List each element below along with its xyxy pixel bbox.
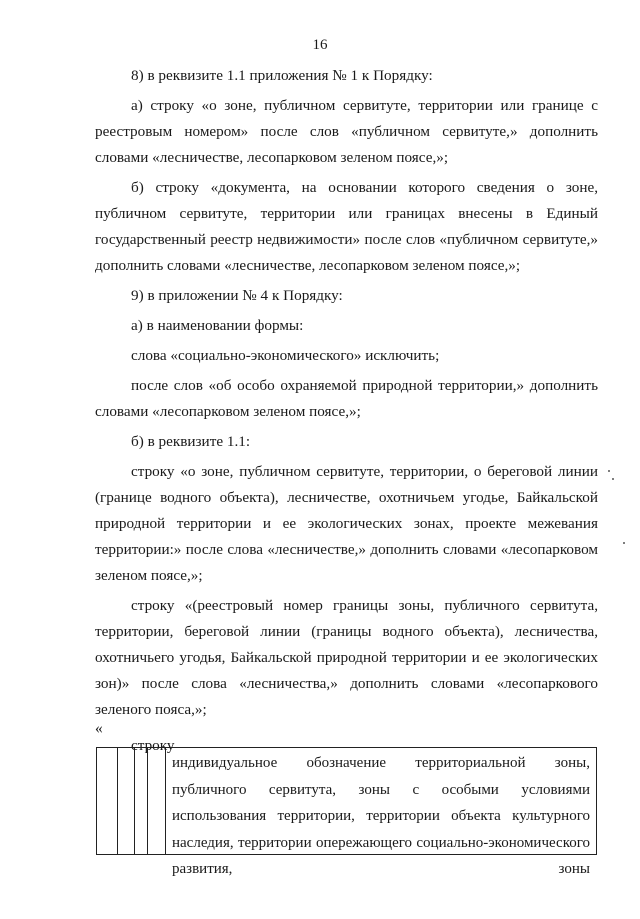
paragraph-after-words: после слов «об особо охраняемой природной территории,» дополнить словами «лесопарковом зеленом поясе,»; (95, 377, 598, 420)
paragraph-line-registry-number: строку «(реестровый номер границы зоны, публичного сервитута, территории, береговой линии (границы водного объекта), лесничества, охотничьего угодья, Байкальской природной территории и ее экологических зон)» после слова «лесничества,» дополнить словами «лесопаркового зеленого пояса,»; (95, 597, 598, 718)
paragraph-line-about-zone: строку «о зоне, публичном сервитуте, территории, о береговой линии (границе водного объекта), лесничестве, охотничьем угодье, Байкальской природной территории и ее экологических зонах, проекте межевания территории:» после слова «лесничестве,» дополнить словами «лесопарковом зеленом поясе,»; (95, 463, 598, 584)
paragraph-item-9a: а) в наименовании формы: (131, 317, 304, 334)
table-cell-text: индивидуальное обозначение территориальной зоны, публичного сервитута, зоны с особыми условиями использования территории, территории объекта культурного наследия, территории опережающего социально-экономического развития, зоны (172, 755, 590, 877)
scan-speck (608, 470, 610, 472)
paragraph-item-9b: б) в реквизите 1.1: (131, 433, 251, 450)
paragraph-item-8b: б) строку «документа, на основании которого сведения о зоне, публичном сервитуте, территории или границах внесены в Единый государственный реестр недвижимости» после слов «публичном сервитуте,» дополнить словами «лесничестве, лесопарковом зеленом поясе,»; (95, 179, 598, 274)
page-number: 16 (312, 37, 328, 53)
requisite-table (96, 747, 597, 877)
table-column-divider (134, 748, 135, 854)
paragraph-words-exclude: слова «социально-экономического» исключить; (131, 347, 440, 364)
table-column-divider (147, 748, 148, 854)
opening-quote-mark: « (95, 720, 103, 737)
paragraph-item-8a: а) строку «о зоне, публичном сервитуте, территории или границе с реестровым номером» после слов «публичном сервитуте,» дополнить словами «лесничестве, лесопарковом зеленом поясе,»; (95, 97, 598, 166)
scan-speck (612, 478, 614, 480)
paragraph-line-label: строку (131, 737, 175, 754)
scan-speck (623, 542, 625, 544)
paragraph-item-9: 9) в приложении № 4 к Порядку: (131, 287, 343, 304)
paragraph-item-8: 8) в реквизите 1.1 приложения № 1 к Порядку: (131, 67, 433, 84)
body-text (95, 63, 598, 763)
table-column-divider (117, 748, 118, 854)
